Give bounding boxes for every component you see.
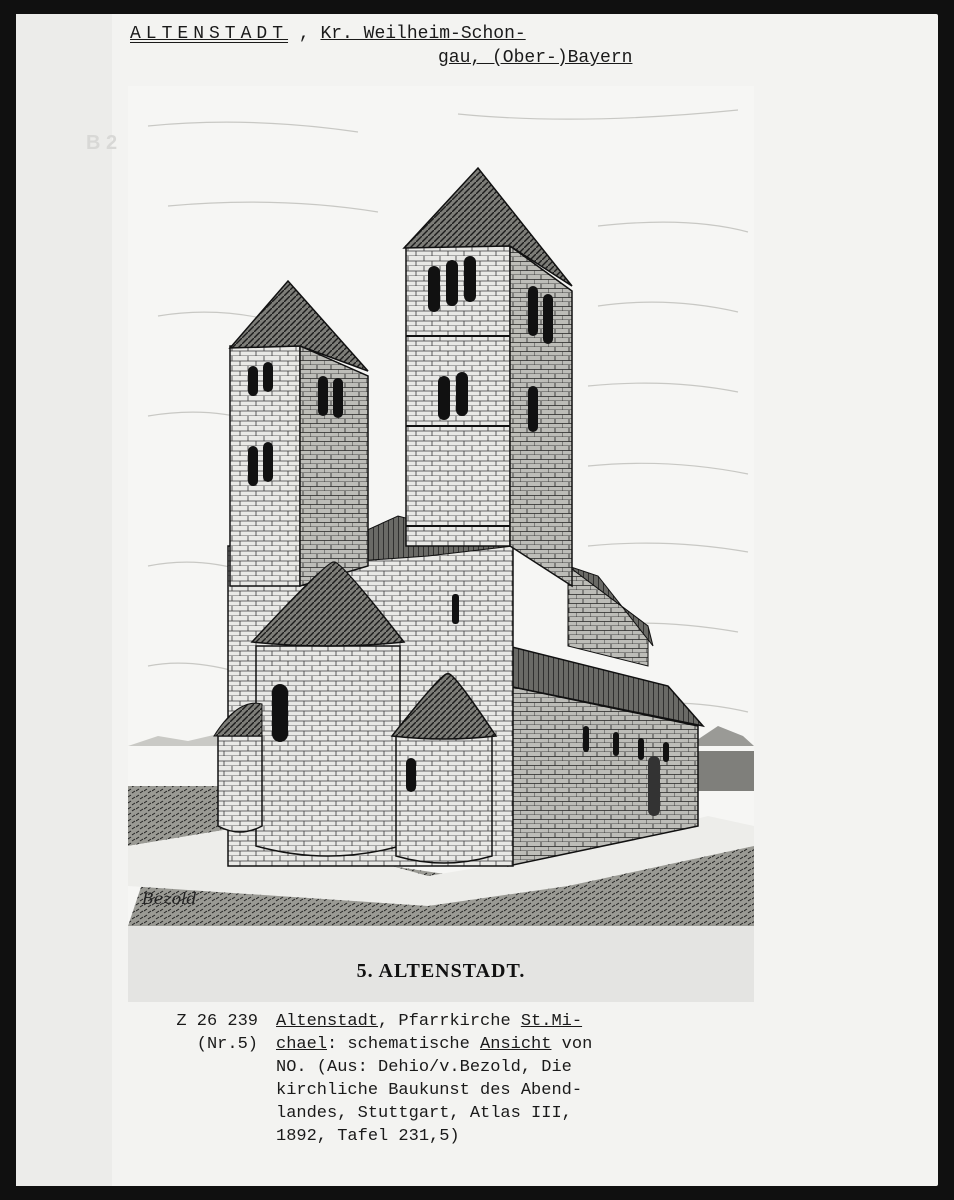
desc-view: Ansicht [480, 1035, 552, 1054]
desc-text: , Pfarrkirche [378, 1012, 521, 1031]
clerestory [568, 566, 648, 666]
artist-signature: Bezold [142, 889, 197, 908]
church-illustration [128, 86, 754, 926]
plate-number: (Nr.5) [196, 1035, 258, 1054]
region-line-2: gau, (Ober-)Bayern [438, 48, 633, 68]
desc-line-6: 1892, Tafel 231,5) [276, 1127, 460, 1146]
desc-line-5: landes, Stuttgart, Atlas III, [276, 1104, 572, 1123]
desc-saint-cont: chael [276, 1035, 328, 1054]
place-name: ALTENSTADT [130, 24, 289, 44]
edge-mark: B 2 [86, 132, 118, 154]
desc-place: Altenstadt [276, 1012, 379, 1031]
side-apse [396, 736, 492, 863]
card-margin [16, 14, 112, 1186]
region-line-1: Kr. Weilheim-Schon- [320, 24, 526, 44]
main-apse [256, 646, 400, 856]
plate-caption: 5. ALTENSTADT. [356, 960, 526, 982]
desc-saint: St.Mi- [520, 1012, 583, 1031]
reference-block [138, 1010, 258, 1056]
desc-text: von [551, 1035, 593, 1054]
desc-line-4: kirchliche Baukunst des Abend- [276, 1081, 583, 1100]
header-separator: , [288, 24, 321, 44]
card-header [130, 22, 750, 70]
desc-line-3: NO. (Aus: Dehio/v.Bezold, Die [276, 1058, 572, 1077]
desc-text: : schematische [327, 1035, 481, 1054]
plate-caption-strip [128, 926, 754, 1002]
description [276, 1010, 746, 1148]
reference-number: Z 26 239 [176, 1012, 258, 1031]
